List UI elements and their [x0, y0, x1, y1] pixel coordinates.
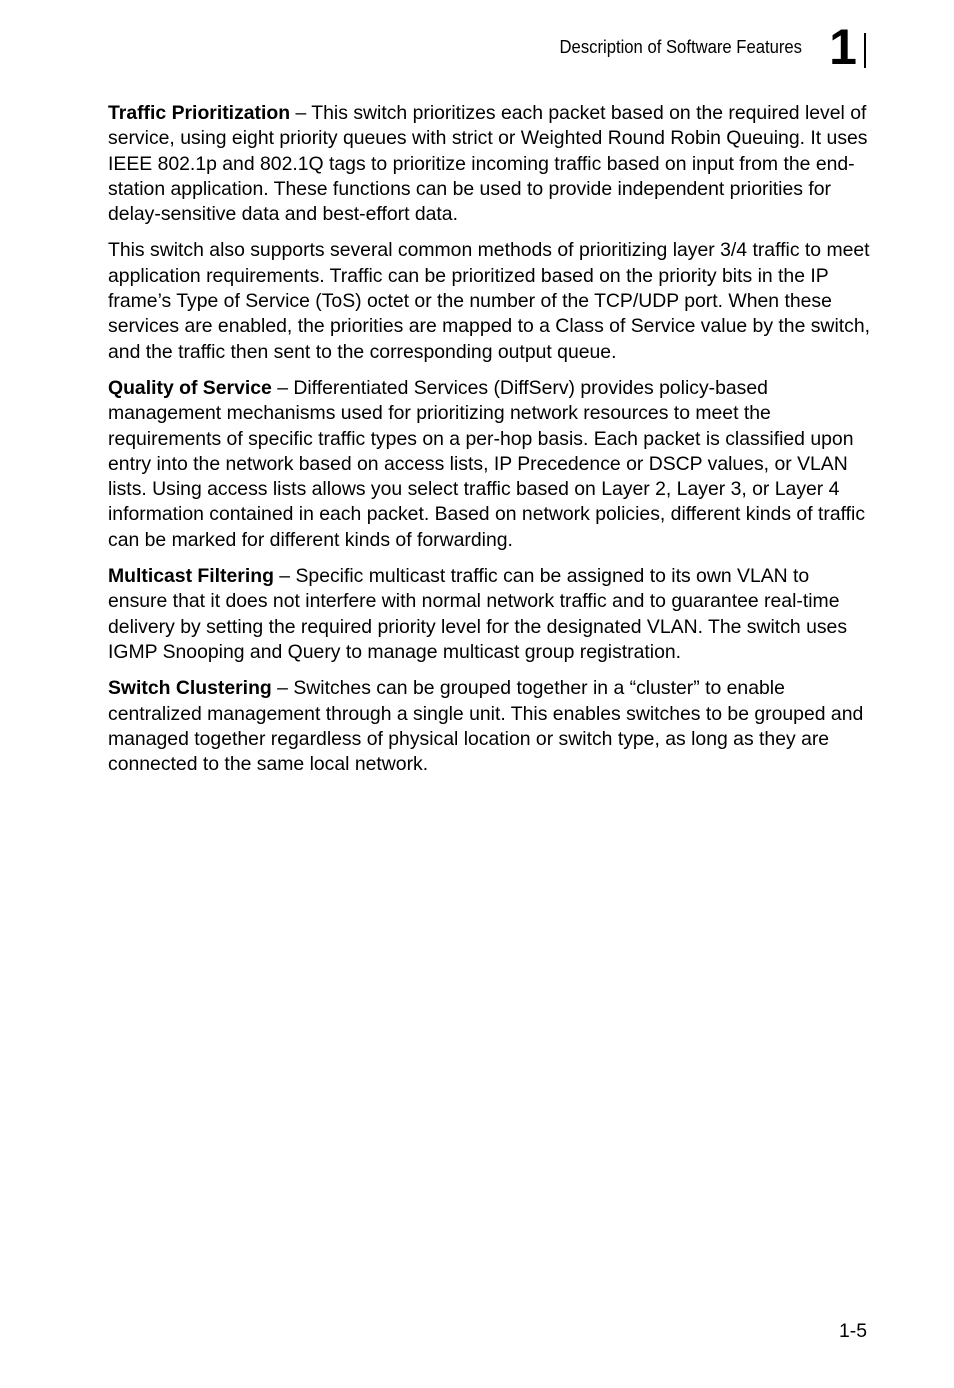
paragraph-quality-of-service: [108, 376, 870, 553]
paragraph-switch-clustering: [108, 676, 870, 777]
paragraph-heading: Traffic Prioritization: [108, 102, 291, 124]
paragraph-heading: Quality of Service: [108, 376, 272, 399]
paragraph-body: – Switches can be grouped together in a “cluster” to enable centralized management through a single unit. This enables switches to be grouped and managed together regardless of physical location or switch type, as long as they are connected to the same local network.: [108, 677, 864, 776]
page-header: [0, 0, 954, 80]
paragraph-body: – Specific multicast traffic can be assigned to its own VLAN to ensure that it does not interfere with normal network traffic and to guarantee real-time delivery by setting the required priority level for the designated VLAN. The switch uses IGMP Snooping and Query to manage multicast group registration.: [108, 565, 848, 663]
running-header-title: Description of Software Features: [559, 36, 802, 57]
page-number: 1-5: [838, 1320, 867, 1342]
chapter-number: 1: [829, 19, 857, 75]
paragraph-body: – Differentiated Services (DiffServ) provides policy-based management mechanisms used for prioritizing network resources to meet the requirements of specific traffic types on a per-hop basis. Each packet is classified upon entry into the network based on access lists, IP Precedence or DSCP values, or VLAN lists. Using access lists allows you select traffic based on Layer 2, Layer 3, or Layer 4 information contained in each packet. Based on network policies, different kinds of traffic can be marked for different kinds of forwarding.: [108, 376, 866, 551]
paragraph-layer34-prioritization: [108, 238, 870, 364]
paragraph-heading: Multicast Filtering: [108, 565, 274, 588]
paragraph-traffic-prioritization: [108, 101, 870, 227]
paragraph-heading: Switch Clustering: [108, 677, 272, 700]
paragraph-body: – This switch prioritizes each packet based on the required level of service, using eight priority queues with strict or Weighted Round Robin Queuing. It uses IEEE 802.1p and 802.1Q tags to prioritize incoming traffic based on input from the end-station application. These functions can be used to provide independent priorities for delay-sensitive data and best-effort data.: [108, 102, 868, 226]
paragraph-multicast-filtering: [108, 564, 870, 665]
paragraph-body: This switch also supports several common methods of prioritizing layer 3/4 traffic to meet application requirements. Traffic can be prioritized based on the priority bits in the IP frame’s Type of Service (ToS) octet or the number of the TCP/UDP port. When these services are enabled, the priorities are mapped to a Class of Service value by the switch, and the traffic then sent to the corresponding output queue.: [108, 239, 871, 363]
chapter-rule: [864, 33, 866, 68]
page-body: [108, 101, 870, 788]
